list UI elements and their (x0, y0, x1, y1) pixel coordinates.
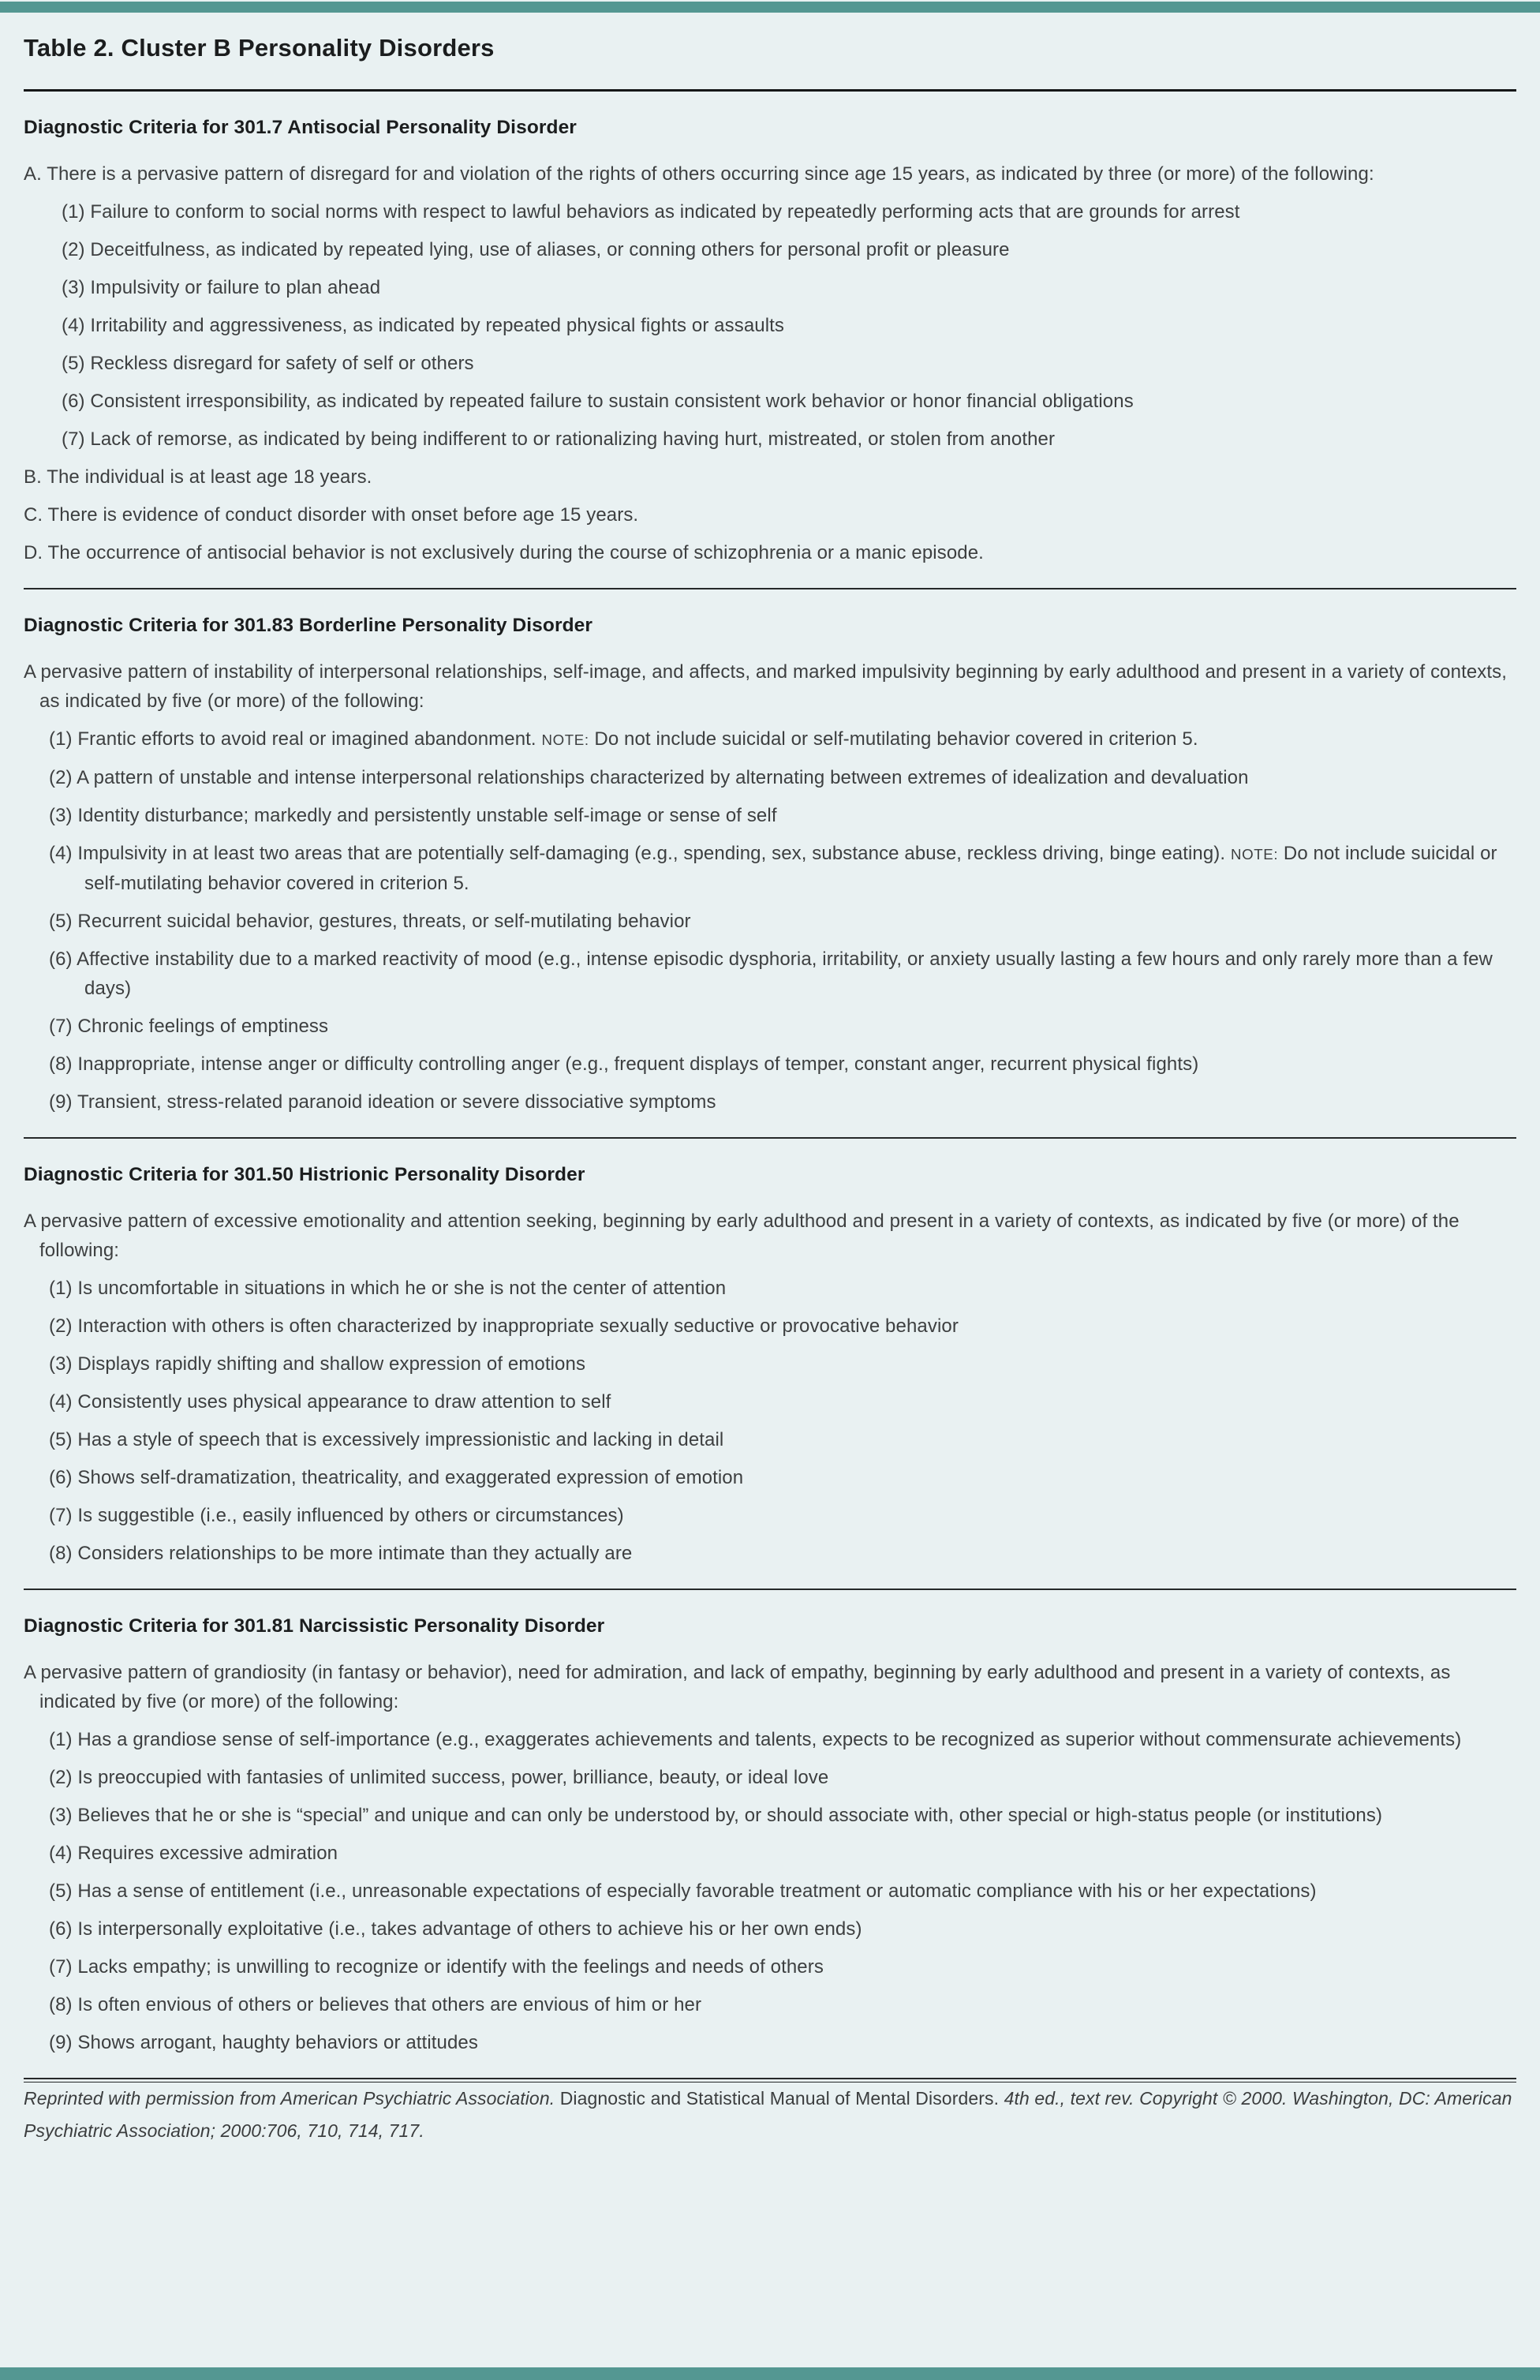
criterion-item: (3) Believes that he or she is “special” and unique and can only be understood by, or should associate with, other special or high-status people (or institutions) (49, 1805, 1383, 1826)
sections-container (24, 115, 1516, 2057)
criterion-item: (4) Consistently uses physical appearance to draw attention to self (49, 1391, 611, 1413)
criterion-item: (1) Is uncomfortable in situations in which he or she is not the center of attention (49, 1278, 727, 1299)
section-intro: A pervasive pattern of instability of interpersonal relationships, self-image, and affects, and marked impulsivity beginning by early adulthood and present in a variety of contexts, as indicated by five (or more) of the following: (24, 661, 1508, 712)
criteria-list (24, 1274, 1516, 1568)
section-intro: A pervasive pattern of excessive emotionality and attention seeking, beginning by early adulthood and present in a variety of contexts, as indicated by five (or more) of the following: (24, 1211, 1460, 1261)
criterion-item: (7) Chronic feelings of emptiness (49, 1016, 329, 1037)
criterion-item: (6) Shows self-dramatization, theatricality, and exaggerated expression of emotion (49, 1467, 744, 1488)
section-heading: Diagnostic Criteria for 301.81 Narcissistic Personality Disorder (24, 1615, 605, 1637)
table-title: Table 2. Cluster B Personality Disorders (24, 34, 495, 62)
bottom-accent-bar (0, 2367, 1540, 2380)
section-heading: Diagnostic Criteria for 301.83 Borderline Personality Disorder (24, 615, 593, 636)
criterion-item: (2) A pattern of unstable and intense interpersonal relationships characterized by alternating between extremes of idealization and devaluation (49, 767, 1249, 788)
criterion-item: (5) Has a sense of entitlement (i.e., unreasonable expectations of especially favorable treatment or automatic compliance with his or her expectations) (49, 1880, 1317, 1902)
footnote-book-title: Diagnostic and Statistical Manual of Mental Disorders. (559, 2088, 1004, 2109)
criterion-item: (6) Affective instability due to a marked reactivity of mood (e.g., intense episodic dysphoria, irritability, or anxiety usually lasting a few hours and only rarely more than a few days) (49, 949, 1493, 999)
section-heading: Diagnostic Criteria for 301.50 Histrionic Personality Disorder (24, 1164, 585, 1185)
criterion-para: B. The individual is at least age 18 years. (24, 466, 372, 488)
footnote (24, 2082, 1516, 2147)
footnote-source-italic: Reprinted with permission from American Psychiatric Association. (24, 2088, 560, 2109)
criterion-para: C. There is evidence of conduct disorder with onset before age 15 years. (24, 504, 639, 526)
section-1 (24, 115, 1516, 567)
section-divider (24, 1589, 1516, 1590)
criterion-item: (8) Is often envious of others or believes that others are envious of him or her (49, 1994, 702, 2015)
criterion-para: D. The occurrence of antisocial behavior is not exclusively during the course of schizophrenia or a manic episode. (24, 542, 984, 563)
criterion-item: (4) Irritability and aggressiveness, as indicated by repeated physical fights or assaults (62, 315, 785, 336)
footnote-edition-italic: 4th ed., text rev. Copyright © 2000. Washington, DC: American Psychiatric Association; 2000:706, 710, 714, 717. (24, 2088, 1512, 2141)
criterion-item: (3) Impulsivity or failure to plan ahead (62, 277, 381, 298)
criterion-item: (5) Has a style of speech that is excessively impressionistic and lacking in detail (49, 1429, 724, 1450)
section-2 (24, 613, 1516, 1117)
criterion-item: (5) Recurrent suicidal behavior, gestures, threats, or self-mutilating behavior (49, 911, 691, 932)
criterion-item: (4) Impulsivity in at least two areas that are potentially self-damaging (e.g., spending, sex, substance abuse, reckless driving, binge eating). NOTE: Do not include suicidal or self-mutilating behavior covered in criterion 5. (49, 843, 1497, 894)
criterion-item: (5) Reckless disregard for safety of self or others (62, 353, 474, 374)
title-rule (24, 89, 1516, 92)
criterion-item: (8) Inappropriate, intense anger or difficulty controlling anger (e.g., frequent displays of temper, constant anger, recurrent physical fights) (49, 1053, 1199, 1075)
note-label: NOTE: (541, 732, 589, 748)
criterion-item: (1) Failure to conform to social norms with respect to lawful behaviors as indicated by repeatedly performing acts that are grounds for arrest (62, 201, 1240, 223)
section-4 (24, 1614, 1516, 2057)
criterion-para: A. There is a pervasive pattern of disregard for and violation of the rights of others occurring since age 15 years, as indicated by three (or more) of the following: (24, 163, 1374, 185)
criterion-item: (2) Deceitfulness, as indicated by repeated lying, use of aliases, or conning others for personal profit or pleasure (62, 239, 1010, 260)
criterion-item: (1) Frantic efforts to avoid real or imagined abandonment. NOTE: Do not include suicidal or self-mutilating behavior covered in criterion 5. (49, 728, 1198, 750)
criterion-item: (2) Interaction with others is often characterized by inappropriate sexually seductive or provocative behavior (49, 1315, 959, 1337)
criterion-item: (2) Is preoccupied with fantasies of unlimited success, power, brilliance, beauty, or ideal love (49, 1767, 829, 1788)
section-intro: A pervasive pattern of grandiosity (in fantasy or behavior), need for admiration, and lack of empathy, beginning by early adulthood and present in a variety of contexts, as indicated by five (or more) of the following: (24, 1662, 1451, 1712)
section-divider (24, 588, 1516, 589)
criterion-item: (6) Consistent irresponsibility, as indicated by repeated failure to sustain consistent work behavior or honor financial obligations (62, 391, 1134, 412)
criteria-list (24, 724, 1516, 1117)
criterion-item: (7) Is suggestible (i.e., easily influenced by others or circumstances) (49, 1505, 624, 1526)
note-label: NOTE: (1230, 846, 1279, 863)
criteria-list (24, 197, 1516, 454)
criterion-item: (6) Is interpersonally exploitative (i.e., takes advantage of others to achieve his or her own ends) (49, 1918, 862, 1940)
criterion-item: (7) Lack of remorse, as indicated by being indifferent to or rationalizing having hurt, mistreated, or stolen from another (62, 428, 1056, 450)
criterion-item: (3) Identity disturbance; markedly and persistently unstable self-image or sense of self (49, 805, 777, 826)
section-divider (24, 1137, 1516, 1139)
top-accent-bar (0, 2, 1540, 13)
criterion-item: (9) Transient, stress-related paranoid ideation or severe dissociative symptoms (49, 1091, 716, 1113)
criterion-item: (8) Considers relationships to be more intimate than they actually are (49, 1543, 633, 1564)
criterion-item: (7) Lacks empathy; is unwilling to recognize or identify with the feelings and needs of others (49, 1956, 824, 1978)
criterion-item: (4) Requires excessive admiration (49, 1843, 338, 1864)
criterion-item: (1) Has a grandiose sense of self-importance (e.g., exaggerates achievements and talents, expects to be recognized as superior without commensurate achievements) (49, 1729, 1462, 1750)
criterion-item: (3) Displays rapidly shifting and shallow expression of emotions (49, 1353, 586, 1375)
criterion-item: (9) Shows arrogant, haughty behaviors or attitudes (49, 2032, 478, 2053)
section-heading: Diagnostic Criteria for 301.7 Antisocial Personality Disorder (24, 117, 577, 138)
section-3 (24, 1162, 1516, 1568)
criteria-list (24, 1725, 1516, 2057)
